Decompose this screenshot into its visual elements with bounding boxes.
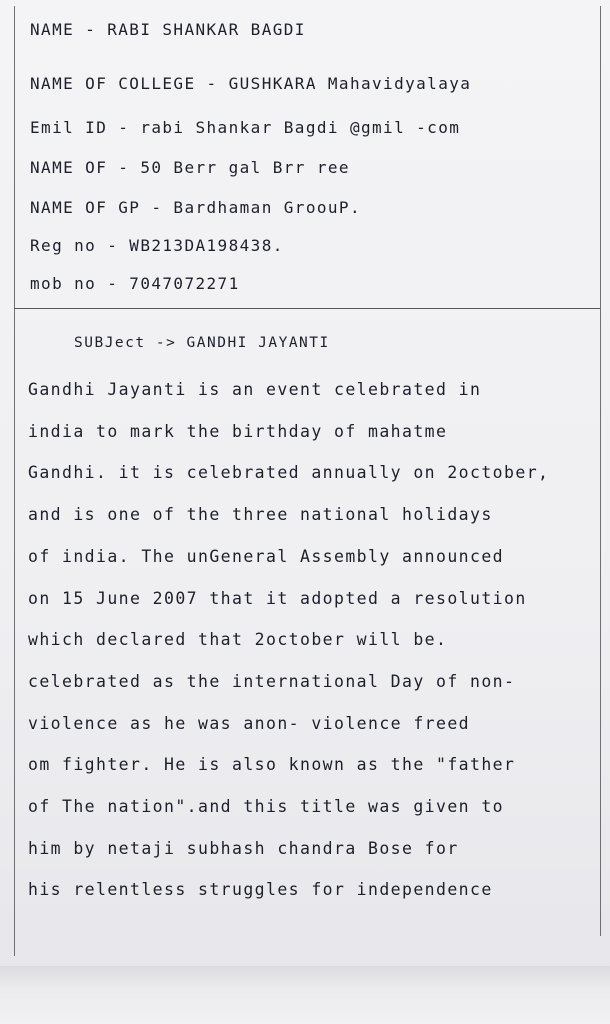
name-of-field: NAME OF - 50 Berr gal Brr ree — [30, 158, 350, 177]
paper-fold — [0, 966, 610, 1024]
essay-line: on 15 June 2007 that it adopted a resolution — [28, 588, 527, 608]
essay-line: his relentless struggles for independence — [28, 880, 493, 900]
right-margin-line — [600, 6, 601, 936]
essay-line: Gandhi Jayanti is an event celebrated in — [28, 380, 482, 399]
essay-line: violence as he was anon- violence freed — [28, 713, 471, 733]
essay-line: of india. The unGeneral Assembly announced — [28, 546, 505, 566]
registration-number: Reg no - WB213DA198438. — [30, 236, 284, 255]
essay-line: and is one of the three national holidays — [28, 505, 493, 525]
essay-line: celebrated as the international Day of non- — [28, 671, 516, 691]
student-name: NAME - RABI SHANKAR BAGDI — [30, 20, 306, 39]
group-name: NAME OF GP - Bardhaman GroouP. — [30, 198, 361, 217]
section-divider — [14, 308, 600, 309]
college-name: NAME OF COLLEGE - GUSHKARA Mahavidyalaya — [30, 74, 472, 93]
essay-line: om fighter. He is also known as the "father — [28, 755, 516, 775]
essay-line: him by netaji subhash chandra Bose for — [28, 838, 459, 858]
email-id: Emil ID - rabi Shankar Bagdi @gmil -com — [30, 118, 461, 137]
essay-line: india to mark the birthday of mahatme — [28, 421, 448, 441]
mobile-number: mob no - 7047072271 — [30, 274, 240, 293]
left-margin-line — [14, 6, 15, 956]
subject-heading: SUBJect -> GANDHI JAYANTI — [74, 335, 330, 351]
essay-line: Gandhi. it is celebrated annually on 2october, — [28, 463, 550, 483]
essay-line: of The nation".and this title was given to — [28, 797, 505, 816]
essay-line: which declared that 2october will be. — [28, 630, 448, 650]
